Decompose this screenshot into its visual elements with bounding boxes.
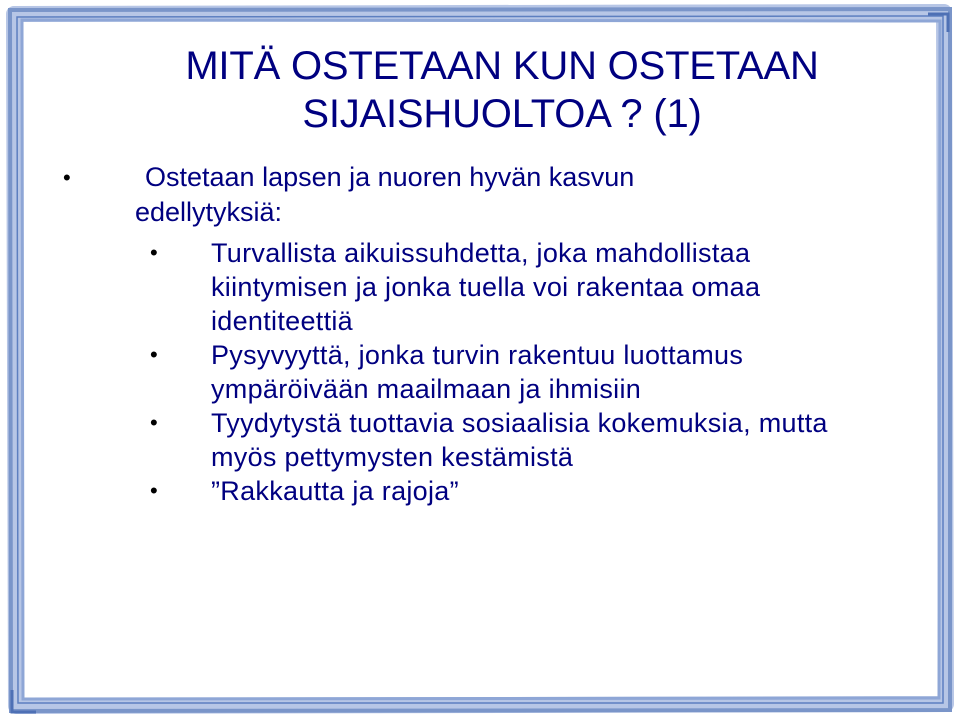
sub-point-text: Tyydytystä tuottavia sosiaalisia kokemuksia, mutta myös pettymysten kestämistä	[211, 408, 828, 472]
sub-point-text: ”Rakkautta ja rajoja”	[211, 476, 459, 506]
list-item	[150, 338, 870, 406]
list-item	[150, 474, 870, 508]
bullet-dot-icon: •	[150, 240, 159, 265]
bullet-dot-icon: •	[150, 410, 159, 435]
list-item	[150, 236, 870, 338]
slide-title-line-1: MITÄ OSTETAAN KUN OSTETAAN	[185, 44, 819, 88]
main-point-line-2: edellytyksiä:	[135, 197, 283, 227]
sub-point-text: Turvallista aikuissuhdetta, joka mahdollistaa kiintymisen ja jonka tuella voi rakentaa omaa identiteettiä	[211, 238, 761, 336]
slide-title-line-2: SIJAISHUOLTOA ? (1)	[302, 92, 702, 136]
sub-point-text: Pysyvyyttä, jonka turvin rakentuu luottamus ympäröivään maailmaan ja ihmisiin	[211, 340, 744, 404]
main-bullet-point	[63, 160, 843, 230]
slide-title	[122, 42, 882, 138]
main-point-line-1: Ostetaan lapsen ja nuoren hyvän kasvun	[145, 162, 635, 192]
list-item	[150, 406, 870, 474]
bullet-dot-icon: •	[63, 165, 71, 190]
bullet-dot-icon: •	[150, 478, 159, 503]
sub-bullet-list	[150, 236, 870, 508]
bullet-dot-icon: •	[150, 342, 159, 367]
